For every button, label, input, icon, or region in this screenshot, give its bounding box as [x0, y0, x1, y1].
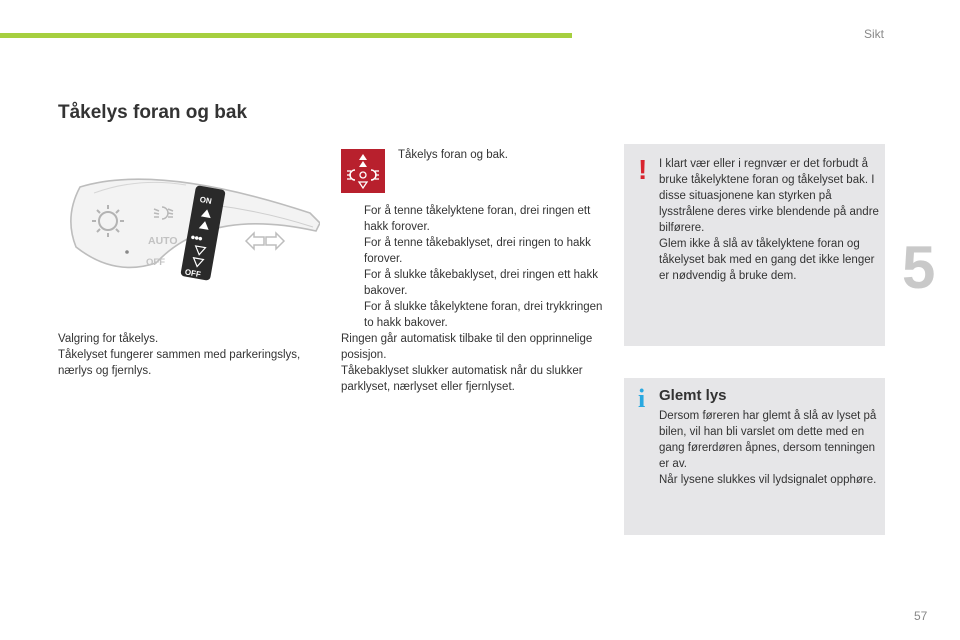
step-text: For å slukke tåkelyktene foran, drei trykkringen to hakk bakover. — [364, 301, 603, 329]
light-stalk-illustration — [58, 165, 320, 300]
info-icon: i — [638, 384, 646, 413]
caption-line: Valgring for tåkelys. — [58, 333, 159, 345]
step-item — [341, 267, 607, 299]
auto-label: AUTO — [148, 235, 178, 247]
warning-paragraph: I klart vær eller i regnvær er det forbudt å bruke tåkelyktene foran og tåkelyset bak. I disse situasjonene kan styrken på lysstrålene deres virke blendende på andre bilførere. — [659, 158, 879, 234]
info-text — [659, 408, 881, 488]
step-item — [341, 235, 607, 267]
fog-lamp-label: ⦁⦁⦁ — [190, 232, 204, 243]
paragraph: Ringen går automatisk tilbake til den opprinnelige posisjon. — [341, 333, 593, 361]
info-box — [624, 378, 885, 535]
warning-paragraph: Glem ikke å slå av tåkelyktene foran og tåkelyset bak med en gang det ikke lenger er nødvendig å bruke dem. — [659, 238, 875, 282]
warning-box — [624, 144, 885, 346]
fog-lamp-icon — [341, 149, 385, 193]
rotation-arrows-icon — [246, 233, 284, 249]
on-label: ON — [198, 194, 213, 206]
step-item — [341, 299, 607, 331]
section-title: Sikt — [863, 27, 884, 41]
off-ring-label: OFF — [184, 267, 202, 280]
fog-icon-caption: Tåkelys foran og bak. — [398, 149, 508, 161]
step-text: For å slukke tåkebaklyset, drei ringen ett hakk bakover. — [364, 269, 598, 297]
off-stalk-label: OFF — [146, 257, 165, 268]
info-paragraph: Dersom føreren har glemt å slå av lyset på bilen, vil han bli varslet om dette med en gang førerdøren åpnes, dersom tenningen er av. — [659, 410, 877, 470]
caption-line: Tåkelyset fungerer sammen med parkeringslys, nærlys og fjernlys. — [58, 349, 301, 377]
paragraph: Tåkebaklyset slukker automatisk når du slukker parklyset, nærlyset eller fjernlyset. — [341, 365, 583, 393]
step-text: For å tenne tåkebaklyset, drei ringen to hakk forover. — [364, 237, 591, 265]
position-dot — [125, 250, 129, 254]
step-text: For å tenne tåkelyktene foran, drei ringen ett hakk forover. — [364, 205, 591, 233]
step-item — [341, 203, 607, 235]
top-accent-bar — [0, 33, 572, 38]
warning-text — [659, 156, 881, 284]
page-title: Tåkelys foran og bak — [58, 102, 248, 123]
page-number: 57 — [914, 609, 928, 623]
illustration-caption — [58, 331, 323, 379]
instructions — [341, 203, 607, 395]
info-paragraph: Når lysene slukkes vil lydsignalet opphøre. — [659, 474, 877, 486]
chapter-number: 5 — [902, 234, 936, 301]
warning-icon: ! — [638, 154, 648, 185]
info-title: Glemt lys — [659, 387, 727, 404]
